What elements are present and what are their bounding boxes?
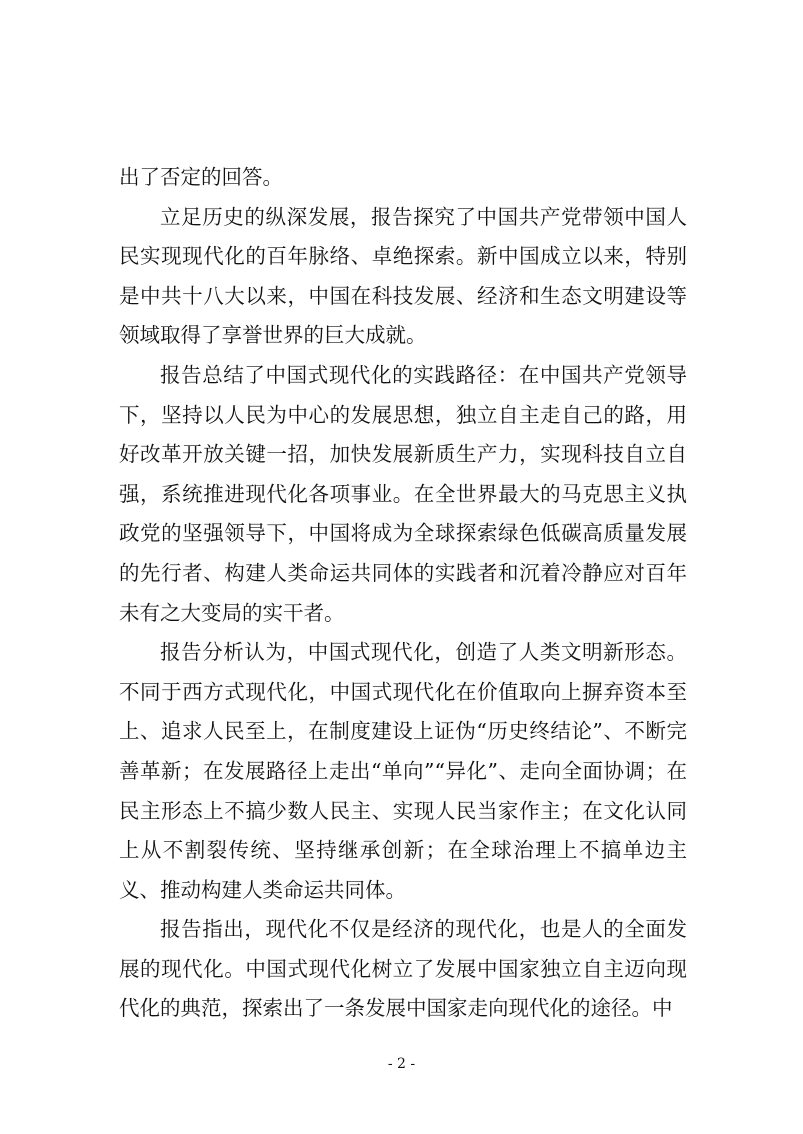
page-number: - 2 - [387,1056,416,1072]
paragraph-new-civilization-form: 报告分析认为，中国式现代化，创造了人类文明新形态。不同于西方式现代化，中国式现代化在价值取向上摒弃资本至上、追求人民至上，在制度建设上证伪“历史终结论”、不断完善革新；在发展路径上走出“单向”“异化”、走向全面协调；在民主形态上不搞少数人民主、实现人民当家作主；在文化认同上从不割裂传统、坚持继承创新；在全球治理上不搞单边主义、推动构建人类命运共同体。 [119,640,687,902]
document-body [119,158,687,1029]
paragraph-practice-path: 报告总结了中国式现代化的实践路径：在中国共产党领导下，坚持以人民为中心的发展思想，独立自主走自己的路，用好改革开放关键一招，加快发展新质生产力，实现科技自立自强，系统推进现代化各项事业。在全世界最大的马克思主义执政党的坚强领导下，中国将成为全球探索绿色低碳高质量发展的先行者、构建人类命运共同体的实践者和沉着冷静应对百年未有之大变局的实干者。 [119,362,687,625]
paragraph-continuation: 出了否定的回答。 [119,165,283,189]
paragraph-human-development: 报告指出，现代化不仅是经济的现代化，也是人的全面发展的现代化。中国式现代化树立了发展中国家独立自主迈向现代化的典范，探索出了一条发展中国家走向现代化的途径。中 [119,917,687,1021]
paragraph-historical-development: 立足历史的纵深发展，报告探究了中国共产党带领中国人民实现现代化的百年脉络、卓绝探索。新中国成立以来，特别是中共十八大以来，中国在科技发展、经济和生态文明建设等领域取得了享誉世界的巨大成就。 [119,204,687,348]
